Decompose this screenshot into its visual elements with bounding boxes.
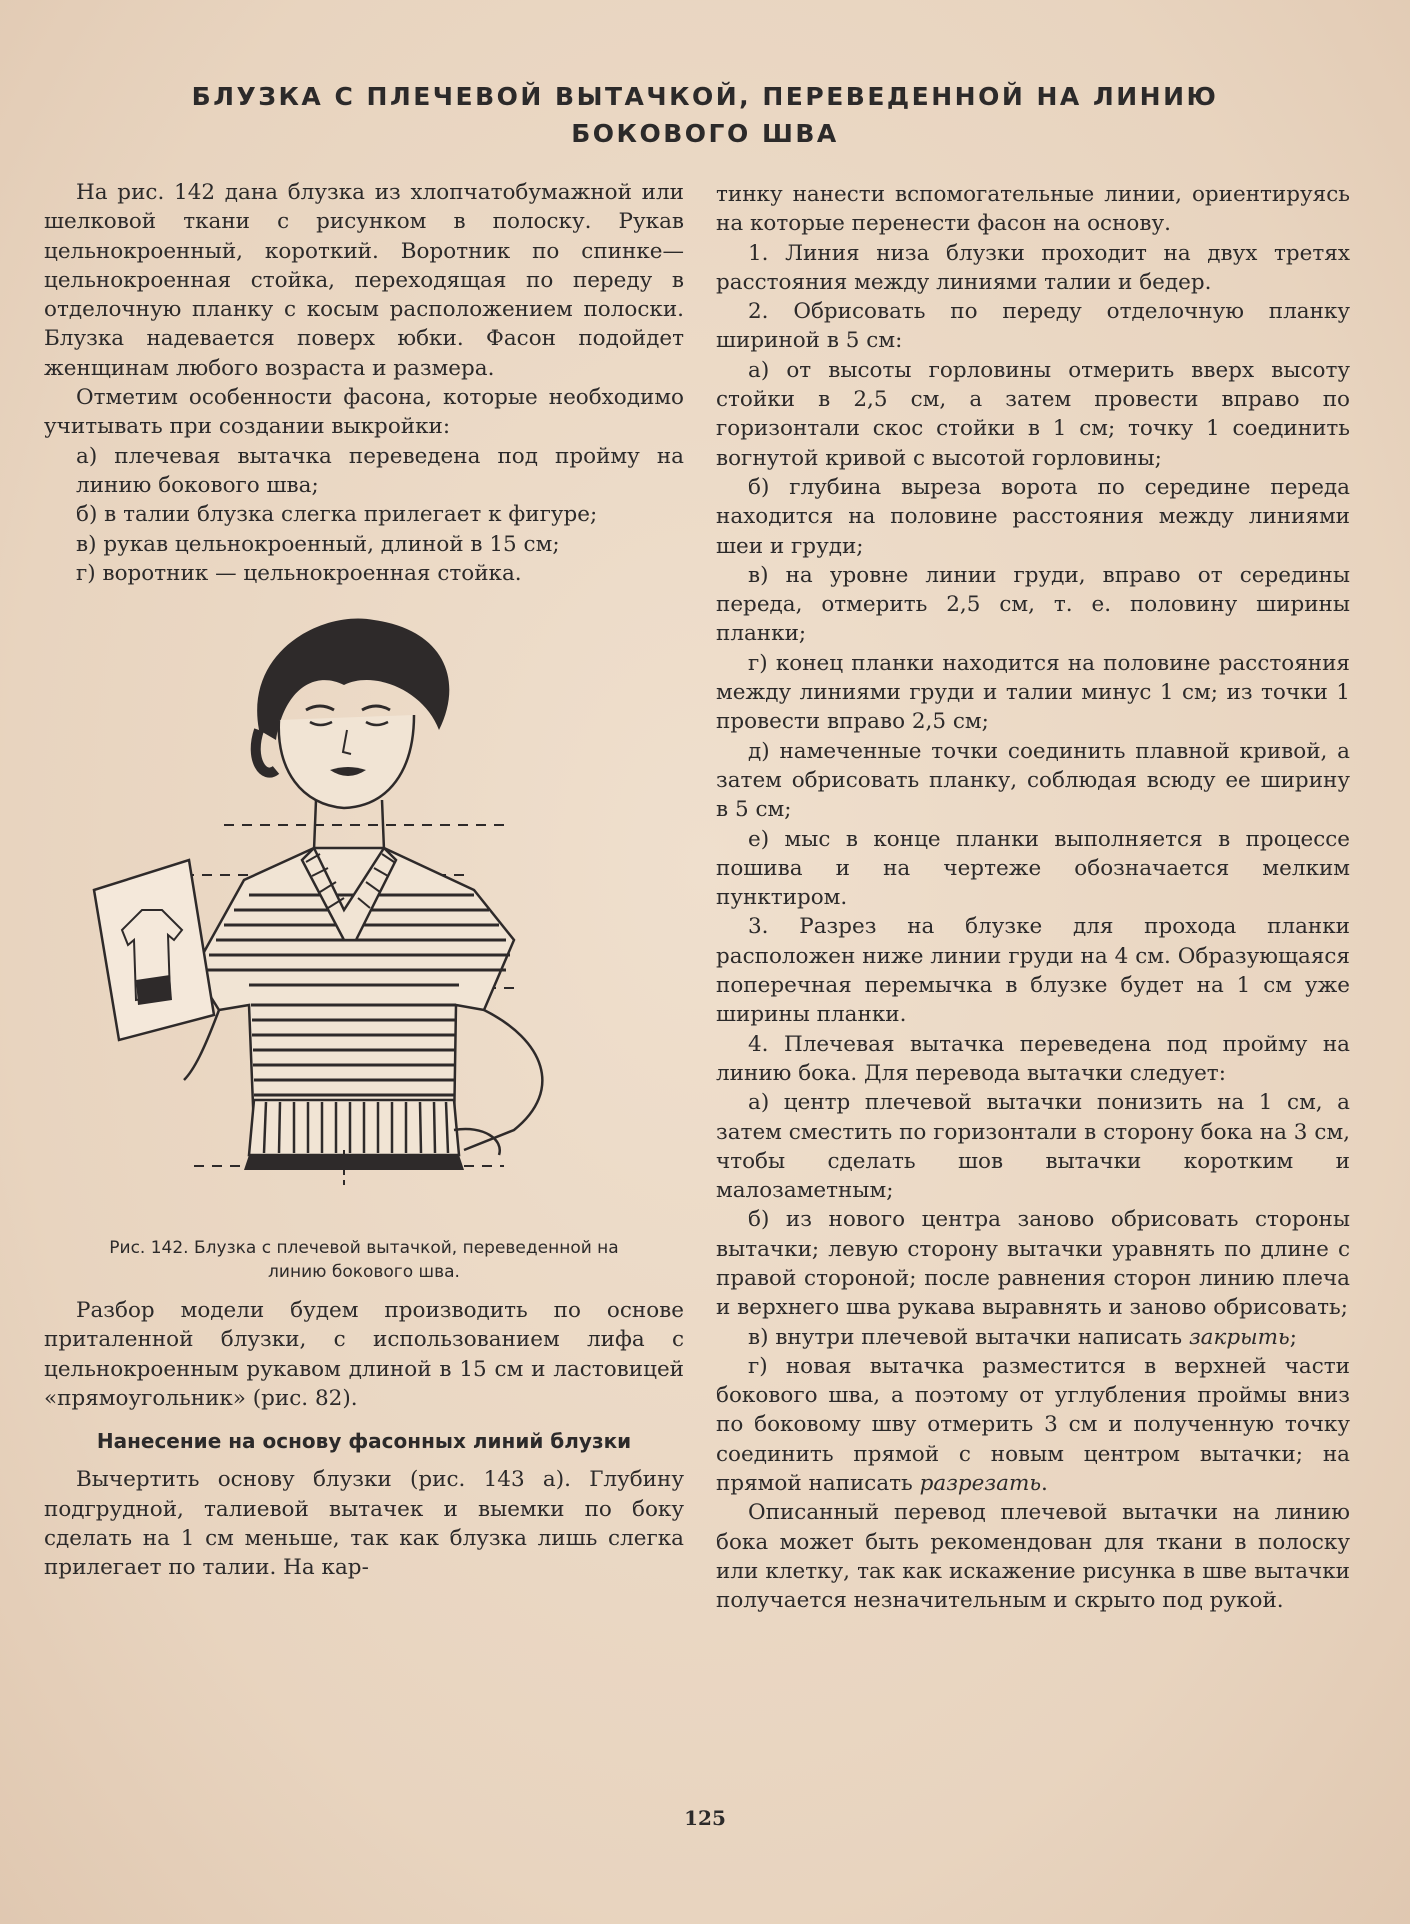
step-2f: е) мыс в конце планки выполняется в процессе пошива и на чертеже обозначается мелким пунктиром. xyxy=(716,826,1350,911)
closing-paragraph: Описанный перевод плечевой вытачки на линию бока может быть рекомендован для ткани в полоску или клетку, так как искажение рисунка в шве вытачки получается незначительным и скрыто под рукой. xyxy=(716,1500,1350,1614)
draw-paragraph: Вычертить основу блузки (рис. 143 а). Глубину подгрудной, талиевой вытачек и выемки по боку сделать на 1 см меньше, так как блузка лишь слегка прилегает по талии. На кар- xyxy=(44,1467,684,1581)
step-4a: а) центр плечевой вытачки понизить на 1 см, а затем сместить по горизонтали в сторону бока на 3 см, чтобы сделать шов вытачки коротким и малозаметным; xyxy=(716,1090,1350,1204)
analysis-paragraph: Разбор модели будем производить по основе приталенной блузки, с использованием лифа с цельнокроенным рукавом длиной в 15 см и ластовицей «прямоугольник» (рис. 82). xyxy=(44,1298,684,1412)
section-subheading: Нанесение на основу фасонных линий блузки xyxy=(96,1429,632,1454)
step-2b: б) глубина выреза ворота по середине переда находится на половине расстояния между линиями шеи и груди; xyxy=(716,474,1350,559)
step-4c xyxy=(716,1323,1350,1352)
step-4d-text: г) новая вытачка разместится в верхней части бокового шва, а поэтому от углубления проймы вниз по боковому шву отмерить 3 см и полученную точку соединить прямой с новым центром вытачки; на прямой написать xyxy=(716,1353,1350,1497)
step-4: 4. Плечевая вытачка переведена под пройму на линию бока. Для перевода вытачки следует: xyxy=(716,1031,1350,1086)
step-2c: в) на уровне линии груди, вправо от середины переда, отмерить 2,5 см, т. е. половину ширины планки; xyxy=(716,562,1350,647)
page-title xyxy=(120,78,1290,152)
step-2d: г) конец планки находится на половине расстояния между линиями груди и талии минус 1 см; из точки 1 провести вправо 2,5 см; xyxy=(716,650,1350,735)
left-column xyxy=(44,178,684,1583)
page-number: 125 xyxy=(684,1806,726,1830)
feature-item: г) воротник — цельнокроенная стойка. xyxy=(76,560,522,586)
figure-142 xyxy=(44,610,684,1230)
features-intro: Отметим особенности фасона, которые необходимо учитывать при создании выкройки: xyxy=(44,385,684,440)
step-4c-italic: закрыть xyxy=(1188,1324,1290,1350)
title-line-1: БЛУЗКА С ПЛЕЧЕВОЙ ВЫТАЧКОЙ, ПЕРЕВЕДЕННОЙ НА ЛИНИЮ xyxy=(191,82,1219,111)
figure-caption: Рис. 142. Блузка с плечевой вытачкой, переведенной на линию бокового шва. xyxy=(109,1238,619,1283)
feature-item: в) рукав цельнокроенный, длиной в 15 см; xyxy=(76,531,560,557)
step-4c-text: в) внутри плечевой вытачки написать xyxy=(748,1324,1183,1350)
step-4b: б) из нового центра заново обрисовать стороны вытачки; левую сторону вытачки уравнять по длине с правой стороной; после равнения сторон линию плеча и верхнего шва рукава выравнять и заново обрисовать; xyxy=(716,1207,1350,1321)
step-4d-italic: разрезать xyxy=(919,1471,1042,1497)
step-2a: а) от высоты горловины отмерить вверх высоту стойки в 2,5 см, а затем провести вправо по горизонтали скос стойки в 1 см; точку 1 соединить вогнутой кривой с высотой горловины; xyxy=(716,357,1350,471)
right-column xyxy=(716,180,1350,1616)
feature-item: б) в талии блузка слегка прилегает к фигуре; xyxy=(76,502,598,528)
step-4d-end: . xyxy=(1041,1471,1048,1497)
blouse-illustration xyxy=(44,610,684,1220)
feature-item: а) плечевая вытачка переведена под пройму на линию бокового шва; xyxy=(76,443,684,498)
step-4c-end: ; xyxy=(1289,1324,1297,1350)
step-2: 2. Обрисовать по переду отделочную планку шириной в 5 см: xyxy=(716,299,1350,354)
step-2e: д) намеченные точки соединить плавной кривой, а затем обрисовать планку, соблюдая всюду ее ширину в 5 см; xyxy=(716,738,1350,823)
step-1: 1. Линия низа блузки проходит на двух третях расстояния между линиями талии и бедер. xyxy=(716,240,1350,295)
title-line-2: БОКОВОГО ШВА xyxy=(571,119,839,148)
intro-paragraph: На рис. 142 дана блузка из хлопчатобумажной или шелковой ткани с рисунком в полоску. Рукав цельнокроенный, короткий. Воротник по спинке—цельнокроенная стойка, переходящая по переду в отделочную планку с косым расположением полоски. Блузка надевается поверх юбки. Фасон подойдет женщинам любого возраста и размера. xyxy=(44,180,684,381)
step-4d xyxy=(716,1352,1350,1498)
continued-paragraph: тинку нанести вспомогательные линии, ориентируясь на которые перенести фасон на основу. xyxy=(716,182,1350,237)
step-3: 3. Разрез на блузке для прохода планки расположен ниже линии груди на 4 см. Образующаяся поперечная перемычка в блузке будет на 1 см уже ширины планки. xyxy=(716,914,1350,1028)
